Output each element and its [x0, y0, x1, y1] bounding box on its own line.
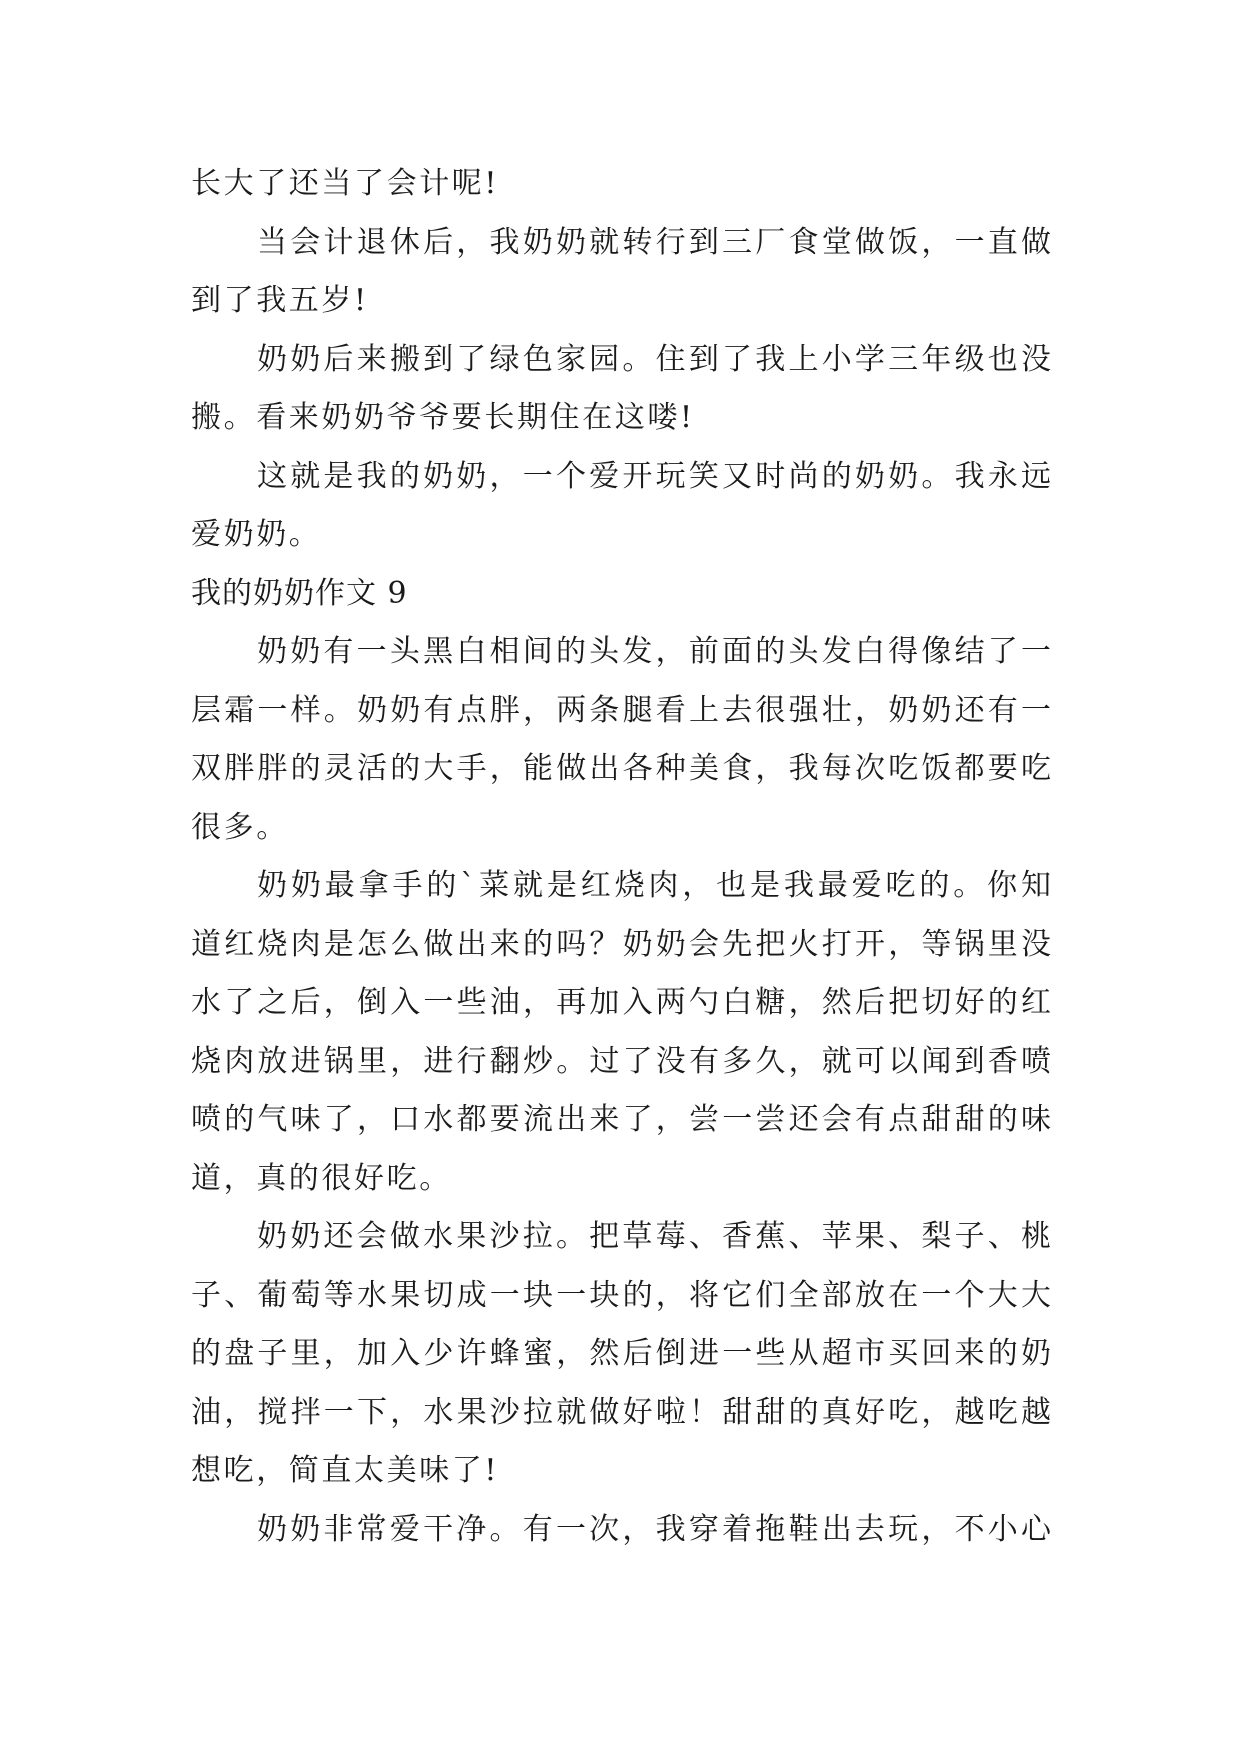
- text-line: 搬。看来奶奶爷爷要长期住在这喽!: [191, 400, 695, 435]
- text-line: 水了之后，倒入一些油，再加入两勺白糖，然后把切好的红: [191, 985, 1051, 1020]
- text-line: 爱奶奶。: [191, 517, 322, 552]
- text-line: 子、葡萄等水果切成一块一块的，将它们全部放在一个大大: [191, 1277, 1051, 1313]
- text-line: 烧肉放进锅里，进行翻炒。过了没有多久，就可以闻到香喷: [191, 1043, 1051, 1079]
- text-line: 奶奶有一头黑白相间的头发，前面的头发白得像结了一: [257, 634, 1051, 669]
- document-page: [191, 155, 1051, 1559]
- text-line: 奶奶非常爱干净。有一次，我穿着拖鞋出去玩，不小心: [257, 1511, 1051, 1547]
- text-line: 双胖胖的灵活的大手，能做出各种美食，我每次吃饭都要吃: [191, 751, 1051, 786]
- text-line: 喷的气味了，口水都要流出来了，尝一尝还会有点甜甜的味: [191, 1102, 1051, 1137]
- text-line: 油，搅拌一下，水果沙拉就做好啦！甜甜的真好吃，越吃越: [191, 1394, 1051, 1430]
- text-line: 奶奶后来搬到了绿色家园。住到了我上小学三年级也没: [257, 341, 1051, 377]
- text-line: 长大了还当了会计呢!: [191, 166, 500, 201]
- text-line: 道，真的很好吃。: [191, 1160, 452, 1196]
- text-line: 的盘子里，加入少许蜂蜜，然后倒进一些从超市买回来的奶: [191, 1336, 1051, 1371]
- text-line: 道红烧肉是怎么做出来的吗？奶奶会先把火打开，等锅里没: [191, 926, 1051, 962]
- text-line: 奶奶最拿手的`菜就是红烧肉，也是我最爱吃的。你知: [257, 868, 1051, 903]
- text-line: 到了我五岁!: [191, 283, 369, 318]
- text-line: 很多。: [191, 809, 289, 845]
- text-line: 这就是我的奶奶，一个爱开玩笑又时尚的奶奶。我永远: [257, 458, 1051, 494]
- text-line: 当会计退休后，我奶奶就转行到三厂食堂做饭，一直做: [257, 224, 1051, 260]
- text-line: 想吃，简直太美味了!: [191, 1453, 500, 1488]
- text-line: 奶奶还会做水果沙拉。把草莓、香蕉、苹果、梨子、桃: [257, 1219, 1051, 1254]
- text-line: 层霜一样。奶奶有点胖，两条腿看上去很强壮，奶奶还有一: [191, 692, 1051, 728]
- section-heading: 我的奶奶作文 9: [191, 575, 408, 611]
